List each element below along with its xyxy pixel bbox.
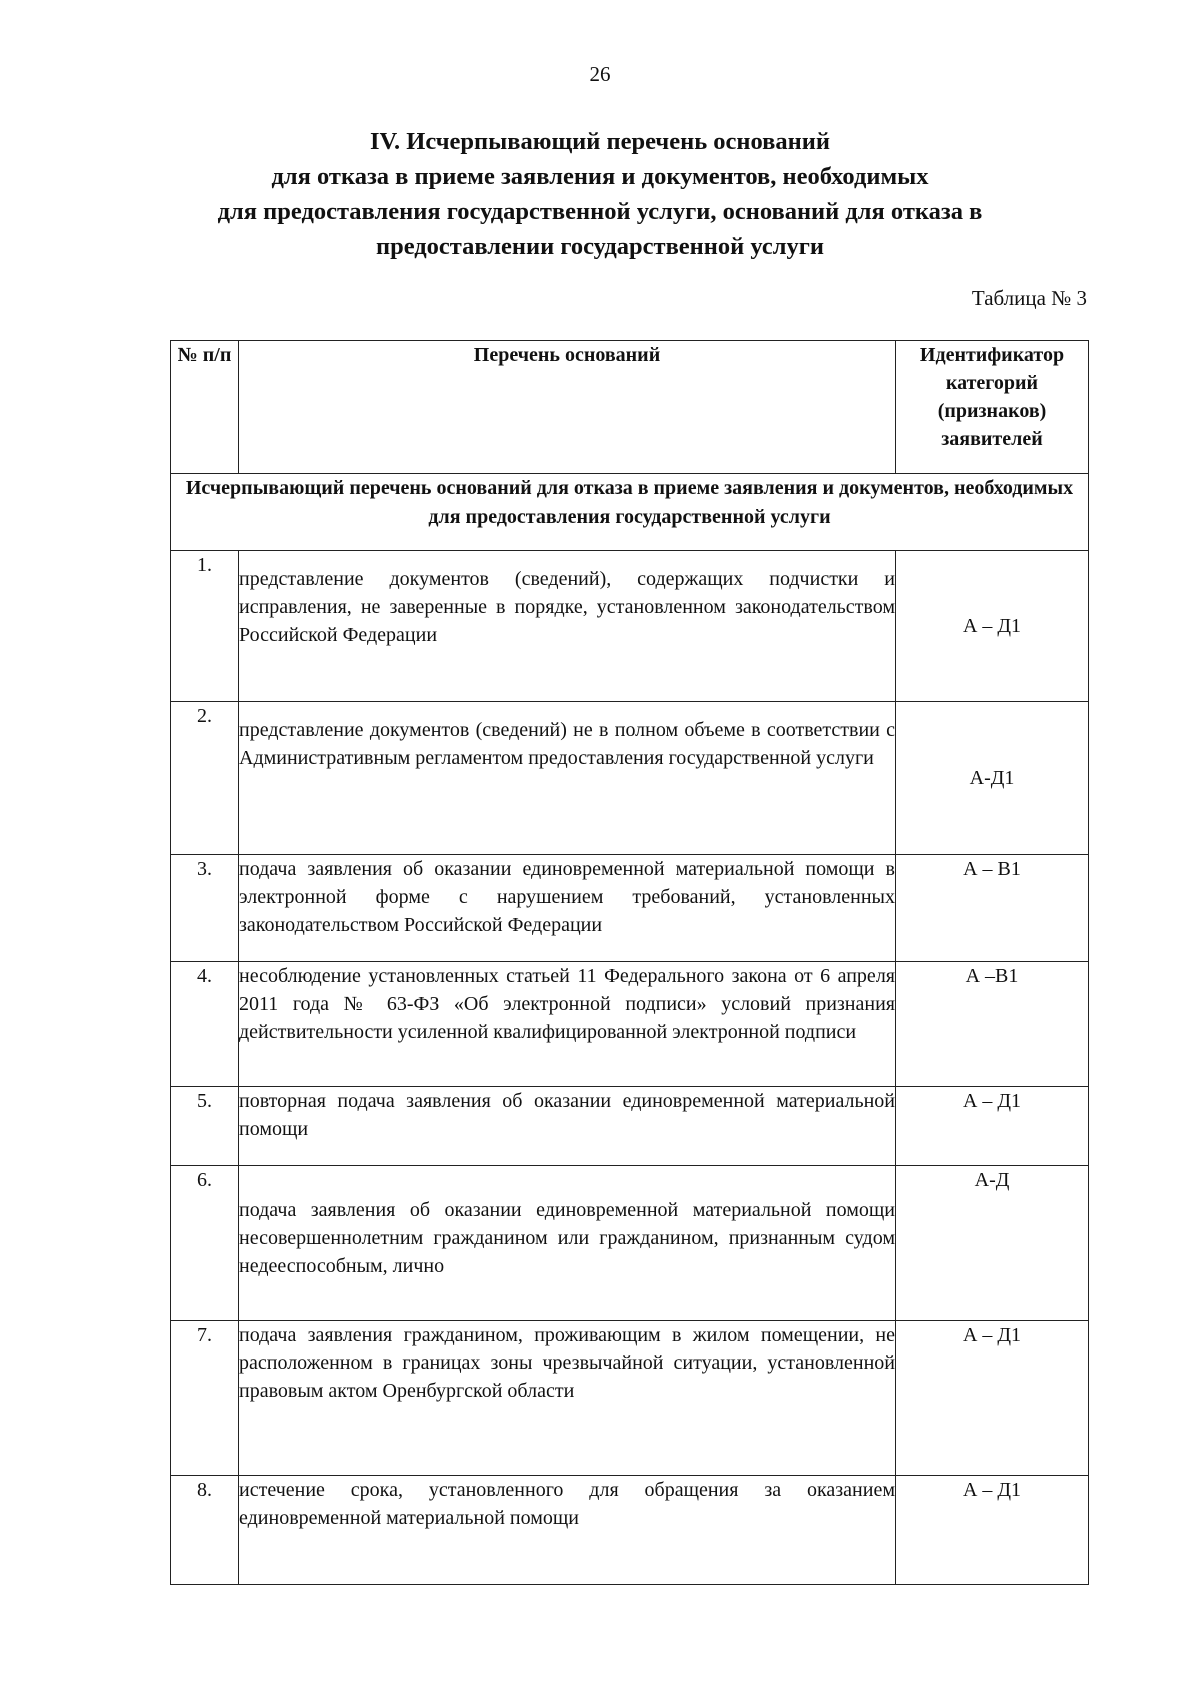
row-ground-text: подача заявления об оказании единовременной материальной помощи в электронной форме с нарушением требований, установленных законодательством Российской Федерации	[239, 855, 896, 962]
row-number: 5.	[171, 1087, 239, 1166]
row-ground-text: подача заявления об оказании единовременной материальной помощи несовершеннолетним гражданином или гражданином, признанным судом недееспособным, лично	[239, 1166, 896, 1321]
row-ground-text: представление документов (сведений) не в полном объеме в соответствии с Административным регламентом предоставления государственной услуги	[239, 702, 896, 855]
row-identifier: А – Д1	[896, 1321, 1089, 1476]
table-row	[171, 1476, 1089, 1585]
row-number: 1.	[171, 551, 239, 702]
table-row	[171, 962, 1089, 1087]
grounds-table	[170, 340, 1089, 1585]
section-title: Исчерпывающий перечень оснований для отказа в приеме заявления и документов, необходимых для предоставления государственной услуги	[171, 474, 1089, 551]
heading-line-4: предоставлении государственной услуги	[375, 233, 825, 260]
row-ground-text: несоблюдение установленных статьей 11 Федерального закона от 6 апреля 2011 года № 63-ФЗ «Об электронной подписи» условий признания действительности усиленной квалифицированной электронной подписи	[239, 962, 896, 1087]
row-identifier: А – Д1	[896, 1087, 1089, 1166]
table-row	[171, 1087, 1089, 1166]
header-grounds: Перечень оснований	[239, 341, 896, 474]
row-number: 7.	[171, 1321, 239, 1476]
table-row	[171, 1166, 1089, 1321]
section-row	[171, 474, 1089, 551]
table-row	[171, 1321, 1089, 1476]
heading-line-2: для отказа в приеме заявления и документов, необходимых	[271, 163, 929, 190]
row-number: 4.	[171, 962, 239, 1087]
header-number: № п/п	[171, 341, 239, 474]
row-number: 8.	[171, 1476, 239, 1585]
row-identifier: А –В1	[896, 962, 1089, 1087]
header-identifier: Идентификатор категорий (признаков) заявителей	[896, 341, 1089, 474]
row-ground-text: подача заявления гражданином, проживающим в жилом помещении, не расположенном в границах зоны чрезвычайной ситуации, установленной правовым актом Оренбургской области	[239, 1321, 896, 1476]
row-number: 3.	[171, 855, 239, 962]
row-ground-text: истечение срока, установленного для обращения за оказанием единовременной материальной помощи	[239, 1476, 896, 1585]
row-ground-text: представление документов (сведений), содержащих подчистки и исправления, не заверенные в порядке, установленном законодательством Российской Федерации	[239, 551, 896, 702]
row-identifier: А – В1	[896, 855, 1089, 962]
row-number: 6.	[171, 1166, 239, 1321]
row-identifier: А – Д1	[896, 1476, 1089, 1585]
table-header-row	[171, 341, 1089, 474]
row-ground-text: повторная подача заявления об оказании единовременной материальной помощи	[239, 1087, 896, 1166]
row-identifier: А-Д	[896, 1166, 1089, 1321]
section-heading	[150, 124, 1050, 264]
row-number: 2.	[171, 702, 239, 855]
row-identifier: А-Д1	[896, 702, 1089, 855]
table-row	[171, 855, 1089, 962]
heading-line-3: для предоставления государственной услуги, оснований для отказа в	[217, 198, 983, 225]
page-number: 26	[589, 62, 611, 86]
table-row	[171, 551, 1089, 702]
table-caption: Таблица № 3	[971, 286, 1087, 310]
table-row	[171, 702, 1089, 855]
row-identifier: А – Д1	[896, 551, 1089, 702]
heading-line-1: IV. Исчерпывающий перечень оснований	[369, 128, 831, 155]
